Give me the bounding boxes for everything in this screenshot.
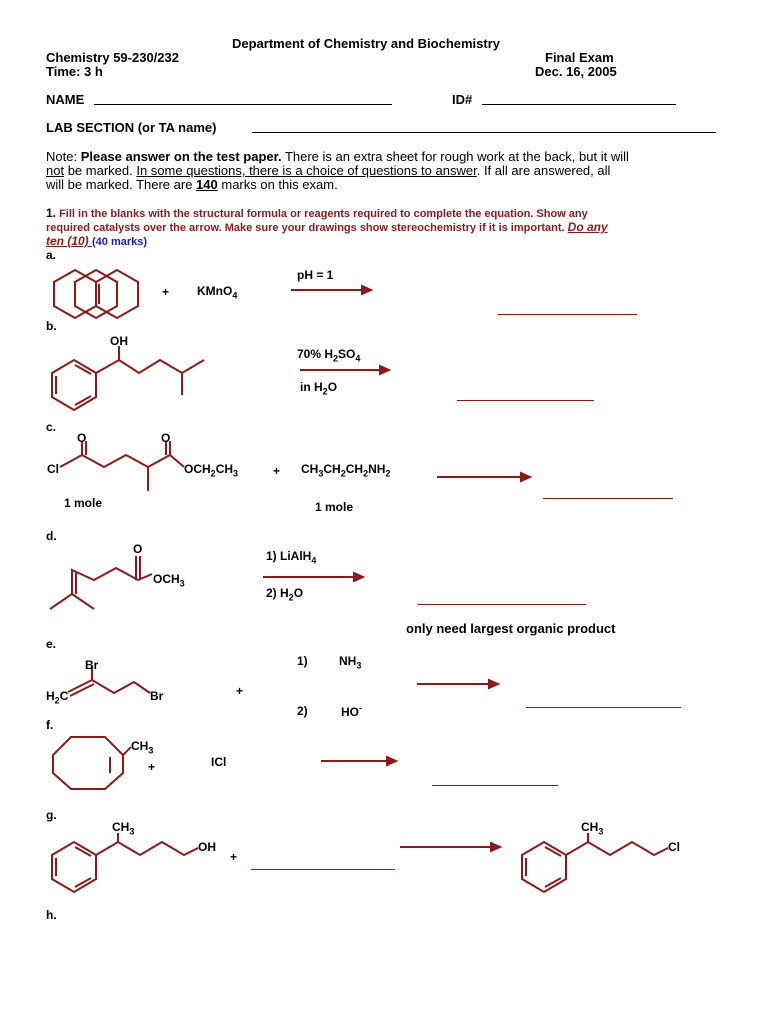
department-title: Department of Chemistry and Biochemistry bbox=[232, 36, 501, 51]
lab-section-label: LAB SECTION (or TA name) bbox=[46, 120, 217, 135]
structure-f bbox=[53, 737, 131, 789]
note-text-2: be marked. bbox=[64, 163, 137, 178]
part-f-plus: + bbox=[148, 760, 156, 774]
question-1-marks: (40 marks) bbox=[92, 236, 148, 248]
answer-blank-a[interactable] bbox=[498, 314, 637, 315]
kmno4-text: KMnO bbox=[197, 284, 233, 298]
part-e-nh3: $NH_3$ bbox=[339, 654, 362, 671]
answer-blank-f[interactable] bbox=[432, 785, 558, 786]
answer-blank-g[interactable] bbox=[251, 869, 395, 870]
question-1-instructions-2: required catalysts over the arrow. Make sure your drawings show stereochemistry if it is important. bbox=[46, 222, 565, 234]
part-c-mole-2: 1 mole bbox=[315, 500, 354, 514]
structure-e bbox=[68, 666, 150, 696]
note-text-5: marks on this exam. bbox=[217, 177, 338, 192]
note-choice: In some questions, there is a choice of questions to answer bbox=[136, 163, 477, 178]
do-any: Do any bbox=[567, 220, 608, 234]
part-c-plus: + bbox=[273, 464, 281, 478]
part-b-condition-1: 70% $H_2SO_4$ bbox=[297, 347, 361, 364]
part-b-oh: OH bbox=[110, 334, 128, 348]
arrowhead-d bbox=[354, 573, 363, 581]
part-g-ch3-2: $CH_3$ bbox=[581, 820, 604, 837]
exam-time: Time: 3 h bbox=[46, 64, 103, 79]
part-c-mole-1: 1 mole bbox=[64, 496, 103, 510]
part-g-cl: Cl bbox=[668, 840, 680, 854]
part-g-label: g. bbox=[46, 808, 57, 822]
part-c-cl: Cl bbox=[47, 462, 59, 476]
part-h-label: h. bbox=[46, 908, 57, 922]
part-g-oh: OH bbox=[198, 840, 216, 854]
note-text-1: There is an extra sheet for rough work at the back, but it will bbox=[281, 149, 629, 164]
name-label: NAME bbox=[46, 92, 85, 107]
part-d-step-1: 1) LiAlH$_4$ bbox=[266, 549, 317, 566]
part-e-plus: + bbox=[236, 684, 244, 698]
arrowhead-f bbox=[387, 757, 396, 765]
course-number: Chemistry 59-230/232 bbox=[46, 50, 179, 65]
note-marks: 140 bbox=[196, 177, 218, 192]
part-a-label: a. bbox=[46, 248, 57, 262]
answer-blank-d[interactable] bbox=[418, 604, 586, 605]
arrowhead-e bbox=[489, 680, 498, 688]
arrowhead-c bbox=[521, 473, 530, 481]
part-f-ch3: $CH_3$ bbox=[131, 739, 154, 756]
question-number: 1. bbox=[46, 206, 57, 220]
id-label: ID# bbox=[452, 92, 473, 107]
part-d-step-2: 2) $H_2O$ bbox=[266, 586, 304, 603]
part-b-label: b. bbox=[46, 319, 57, 333]
part-g-plus: + bbox=[230, 850, 238, 864]
exam-title: Final Exam bbox=[545, 50, 614, 65]
structure-a bbox=[54, 270, 138, 318]
exam-date: Dec. 16, 2005 bbox=[535, 64, 617, 79]
part-c-amine: $CH_3CH_2CH_2NH_2$ bbox=[301, 462, 391, 479]
part-e-hydroxide: HO- bbox=[341, 703, 362, 719]
structure-g-reactant bbox=[52, 833, 198, 892]
part-e-h2c: $H_2C$ bbox=[46, 689, 69, 706]
kmno4-sub: 4 bbox=[232, 290, 238, 301]
part-a-reagent bbox=[197, 284, 237, 300]
arrowhead-a bbox=[362, 286, 371, 294]
part-c-ester: $OCH_2CH_3$ bbox=[184, 462, 239, 479]
part-c-o2: O bbox=[161, 431, 171, 445]
note-prefix: Note: bbox=[46, 149, 78, 164]
chain-b bbox=[96, 360, 204, 373]
note-bold: Please answer on the test paper. bbox=[80, 149, 282, 164]
part-e-br-1: Br bbox=[85, 658, 99, 672]
cyclooctene-ring bbox=[53, 737, 123, 789]
answer-blank-e[interactable] bbox=[526, 707, 681, 708]
arrowhead-b bbox=[380, 366, 389, 374]
part-g-ch3-1: $CH_3$ bbox=[112, 820, 135, 837]
question-1-instructions-1: Fill in the blanks with the structural formula or reagents required to complete the equation. Show any bbox=[59, 208, 588, 220]
note-text-3: . If all are answered, all bbox=[476, 163, 611, 178]
part-e-step-1: 1) bbox=[297, 654, 308, 668]
part-f-label: f. bbox=[46, 718, 54, 732]
structure-d bbox=[50, 556, 152, 609]
note-not: not bbox=[46, 163, 65, 178]
benzene-b bbox=[52, 360, 96, 410]
arrowhead-g bbox=[491, 843, 500, 851]
ten-choice: ten (10) bbox=[46, 234, 93, 248]
part-b-condition-2: in $H_2O$ bbox=[300, 380, 338, 397]
part-e-br-2: Br bbox=[150, 689, 164, 703]
part-e-label: e. bbox=[46, 637, 57, 651]
part-d-note: only need largest organic product bbox=[406, 621, 616, 636]
answer-blank-c[interactable] bbox=[543, 498, 673, 499]
part-a-condition: pH = 1 bbox=[297, 268, 334, 282]
answer-blank-b[interactable] bbox=[457, 400, 594, 401]
note-text-4: will be marked. There are bbox=[46, 177, 197, 192]
part-c-label: c. bbox=[46, 420, 57, 434]
part-a-plus: + bbox=[162, 285, 170, 299]
part-d-och3: $OCH_3$ bbox=[153, 572, 185, 589]
part-d-label: d. bbox=[46, 529, 57, 543]
part-f-reagent: ICl bbox=[211, 755, 227, 769]
part-c-o1: O bbox=[77, 431, 87, 445]
part-e-step-2: 2) bbox=[297, 704, 308, 718]
structure-c bbox=[60, 441, 184, 491]
structure-b bbox=[52, 346, 204, 410]
part-d-o: O bbox=[133, 542, 143, 556]
structure-g-product bbox=[522, 833, 668, 892]
chain-c bbox=[60, 455, 184, 467]
